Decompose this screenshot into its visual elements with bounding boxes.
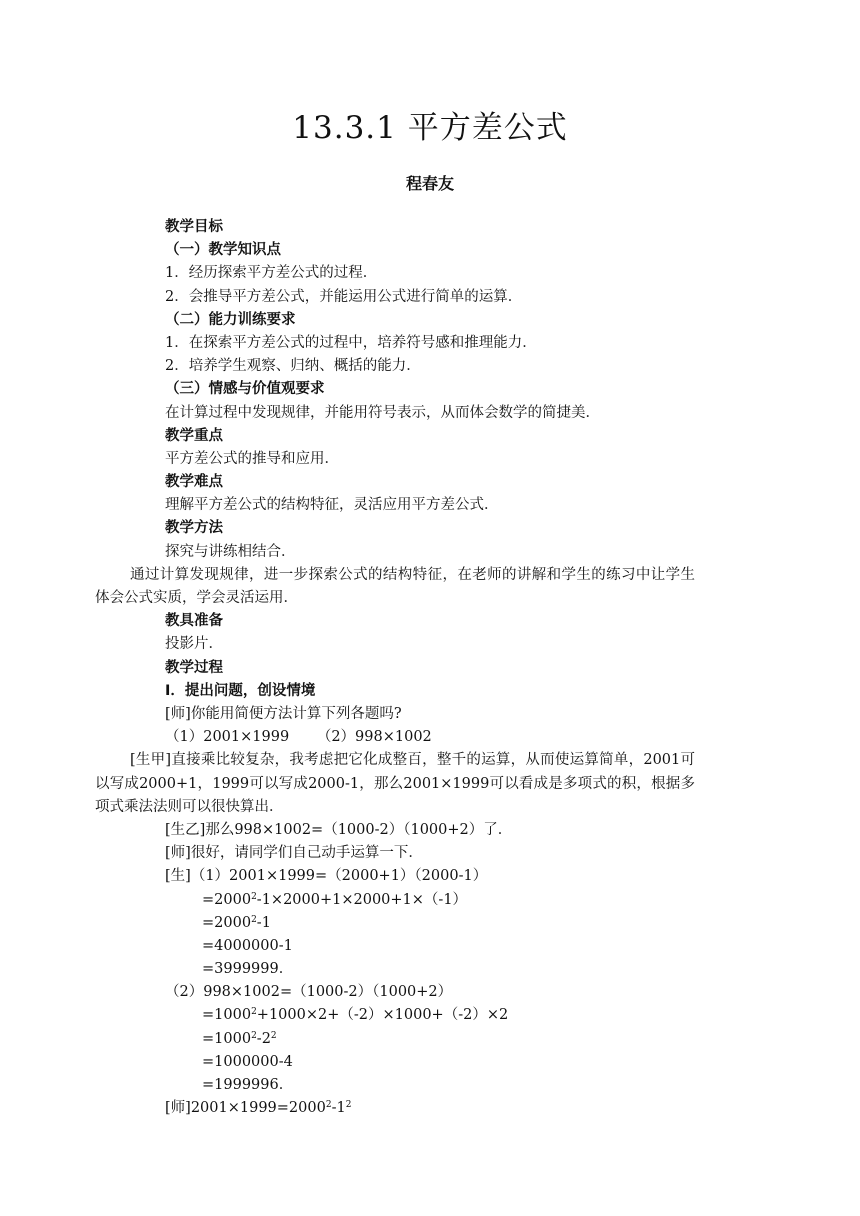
paragraph: 1．在探索平方差公式的过程中，培养符号感和推理能力． xyxy=(165,334,537,351)
equation-step: =4000000-1 xyxy=(202,937,293,954)
equation-step: $=2000^2-1\times 2000+1\times 2000+1\times(-1)$ xyxy=(202,891,468,908)
subsection-heading: （三）情感与价值观要求 xyxy=(165,381,325,398)
paragraph: （1）2001×1999 （2）998×1002 xyxy=(165,729,432,746)
paragraph: 2．会推导平方差公式，并能运用公式进行简单的运算． xyxy=(165,288,523,305)
paragraph: （2）998×1002=（1000-2）（1000+2） xyxy=(165,984,453,1001)
paragraph: 理解平方差公式的结构特征，灵活应用平方差公式． xyxy=(165,497,499,514)
document-body xyxy=(95,216,730,1120)
equation-step: =3999999． xyxy=(202,961,294,978)
equation-step: $=1000^2+1000\times 2+(-2)\times 1000+(-2)\times 2$ xyxy=(202,1007,509,1024)
equation-step: =1999996． xyxy=(202,1077,294,1094)
section-heading: 教学目标 xyxy=(165,219,223,235)
paragraph: 探究与讲练相结合． xyxy=(165,543,296,560)
paragraph: 平方差公式的推导和应用． xyxy=(165,450,339,467)
paragraph: [生]（1）2001×1999=（2000+1）（2000-1） xyxy=(165,868,488,885)
paragraph: [生甲]直接乘比较复杂，我考虑把它化成整百，整千的运算，从而使运算简单，2001可以写成2000+1，1999可以写成2000-1，那么2001×1999可以看成是多项式的积，根据多项式乘法法则可以很快算出． xyxy=(95,752,695,815)
section-heading: 教学重点 xyxy=(165,427,223,444)
subsection-heading: （二）能力训练要求 xyxy=(165,311,296,328)
section-heading: 教具准备 xyxy=(165,613,223,630)
author-name: 程春友 xyxy=(405,174,454,193)
equation-step: =1000000-4 xyxy=(202,1053,293,1070)
paragraph: 在计算过程中发现规律，并能用符号表示，从而体会数学的简捷美． xyxy=(165,404,600,421)
section-heading: 教学方法 xyxy=(165,520,223,537)
section-heading: 教学过程 xyxy=(165,659,223,676)
paragraph: 2．培养学生观察、归纳、概括的能力． xyxy=(165,358,421,375)
paragraph: 投影片． xyxy=(165,636,223,653)
paragraph: [师]你能用简便方法计算下列各题吗? xyxy=(165,705,402,722)
equation-step: $=2000^2-1$ xyxy=(202,914,271,931)
equation-step: $=1000^2-2^2$ xyxy=(202,1030,277,1047)
paragraph: [生乙]那么998×1002=（1000-2）（1000+2）了． xyxy=(165,821,513,838)
paragraph: 通过计算发现规律，进一步探索公式的结构特征，在老师的讲解和学生的练习中让学生体会公式实质，学会灵活运用． xyxy=(95,566,695,607)
subsection-heading: （一）教学知识点 xyxy=(165,242,281,259)
paragraph: 1．经历探索平方差公式的过程． xyxy=(165,265,378,282)
page-title: 13.3.1 平方差公式 xyxy=(292,110,568,146)
paragraph: [师]$2001\times 1999=2000^2-1^2$ xyxy=(165,1100,352,1117)
paragraph: [师]很好，请同学们自己动手运算一下． xyxy=(165,845,423,862)
subsection-heading: Ⅰ．提出问题，创设情境 xyxy=(165,682,316,699)
section-heading: 教学难点 xyxy=(165,474,223,491)
